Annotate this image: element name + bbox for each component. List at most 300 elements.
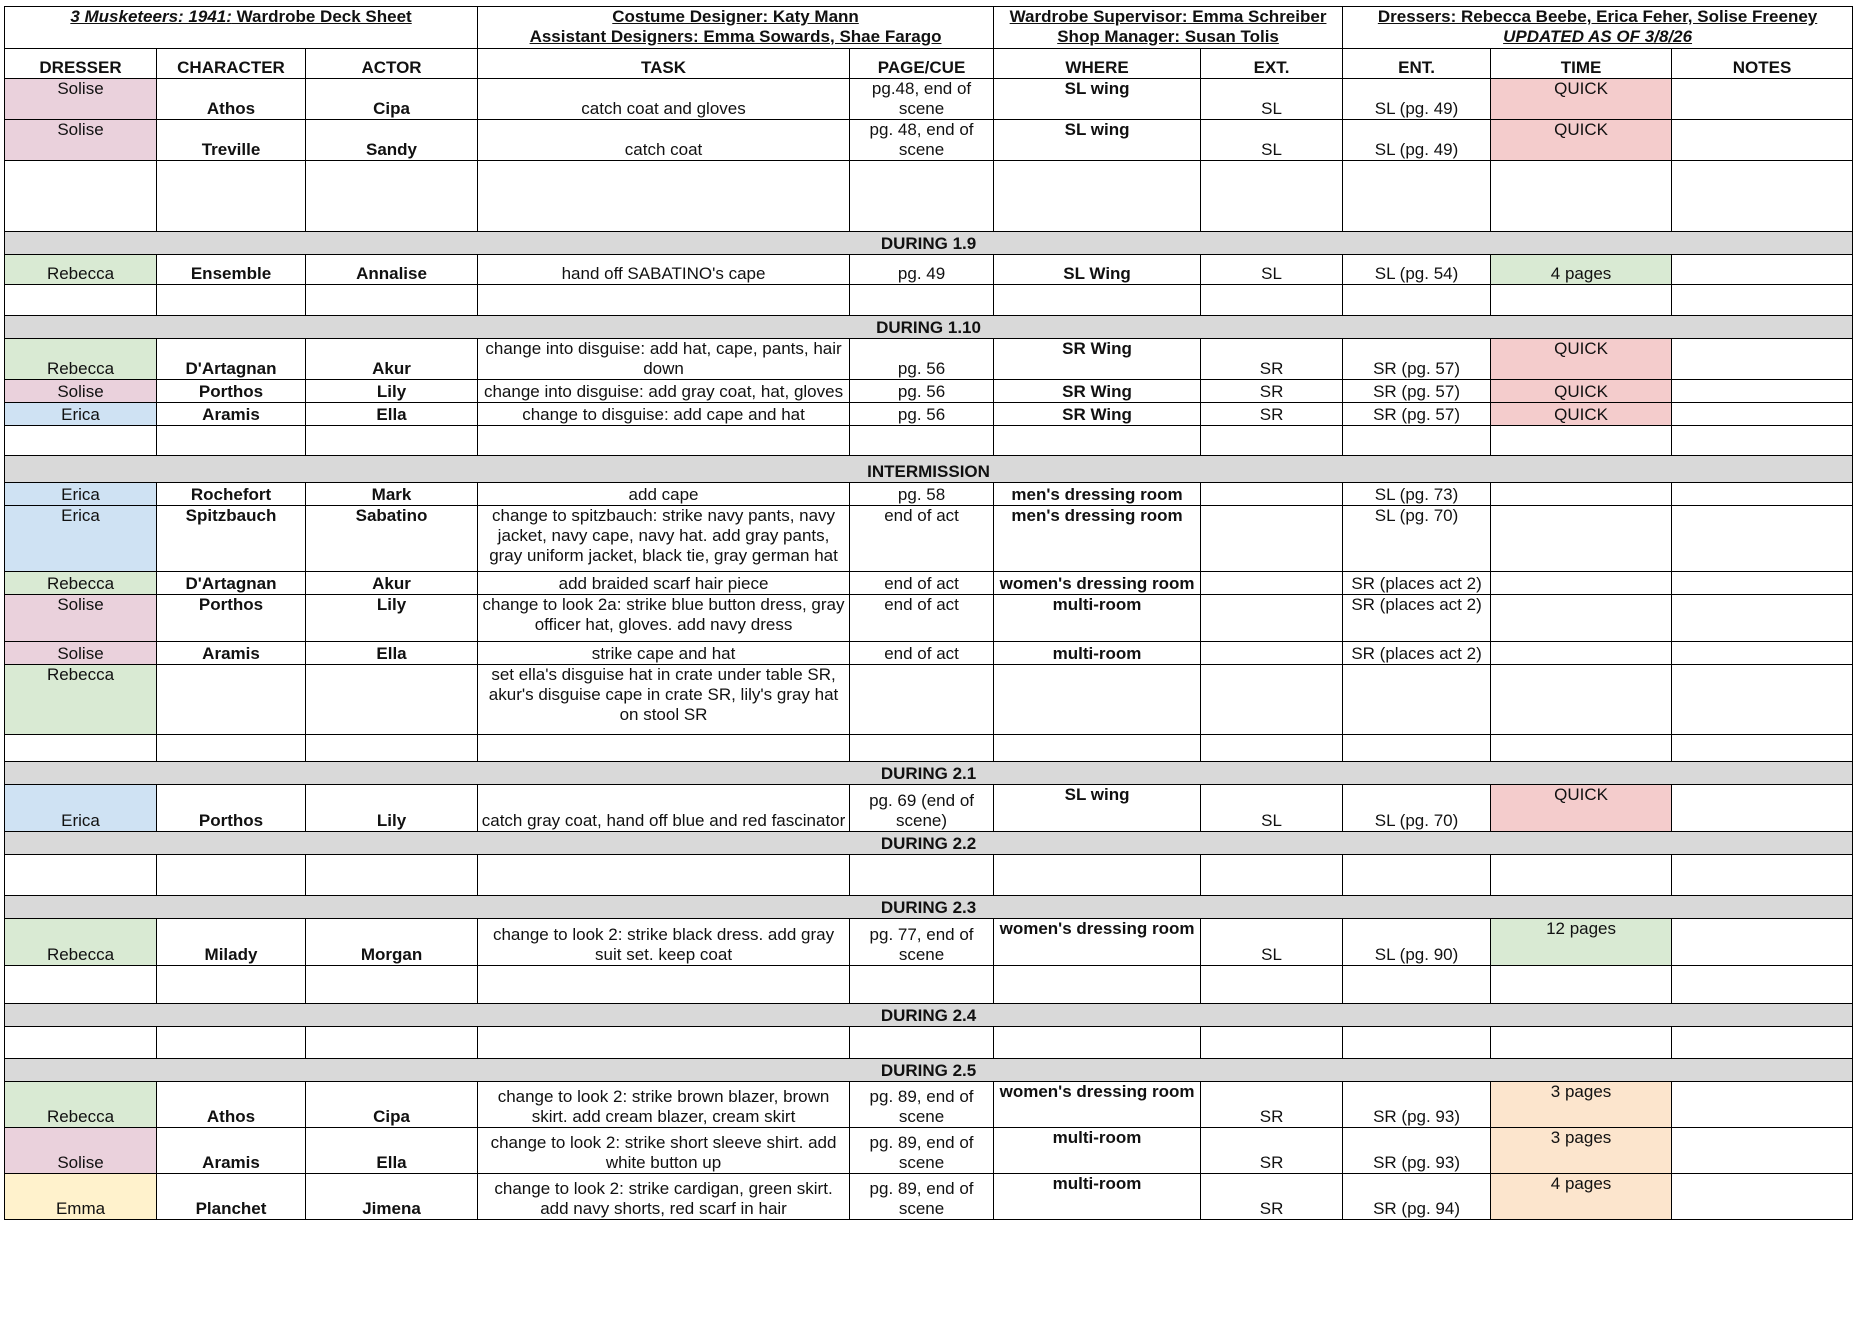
where-cell: SR Wing — [994, 380, 1201, 403]
task-cell: change to look 2: strike black dress. add gray suit set. keep coat — [478, 919, 850, 966]
ent-cell: SL (pg. 90) — [1343, 919, 1491, 966]
ext-cell: SL — [1201, 120, 1343, 161]
dresser-cell — [5, 426, 157, 456]
cue-row — [5, 483, 1853, 506]
page-cue-cell: pg. 89, end of scene — [850, 1128, 994, 1174]
where-cell: SL Wing — [994, 255, 1201, 285]
ent-cell: SR (places act 2) — [1343, 595, 1491, 642]
actor-cell — [306, 735, 478, 762]
task-cell: set ella's disguise hat in crate under table SR, akur's disguise cape in crate SR, lily's gray hat on stool SR — [478, 665, 850, 735]
task-cell: catch coat — [478, 120, 850, 161]
page-cue-cell: pg. 89, end of scene — [850, 1082, 994, 1128]
dresser-cell: Rebecca — [5, 255, 157, 285]
character-cell: Aramis — [157, 642, 306, 665]
notes-cell — [1672, 572, 1853, 595]
actor-cell: Lily — [306, 785, 478, 832]
notes-cell — [1672, 919, 1853, 966]
section-label: DURING 2.3 — [5, 896, 1853, 919]
ext-cell: SL — [1201, 79, 1343, 120]
ext-cell: SL — [1201, 919, 1343, 966]
time-cell — [1491, 572, 1672, 595]
section-label: DURING 1.9 — [5, 232, 1853, 255]
notes-cell — [1672, 1082, 1853, 1128]
ext-cell — [1201, 506, 1343, 572]
character-cell: Planchet — [157, 1174, 306, 1220]
ent-cell — [1343, 665, 1491, 735]
character-cell: Athos — [157, 79, 306, 120]
time-cell — [1491, 855, 1672, 896]
dresser-cell: Erica — [5, 785, 157, 832]
ent-cell — [1343, 855, 1491, 896]
time-cell — [1491, 1027, 1672, 1059]
cue-row — [5, 642, 1853, 665]
notes-cell — [1672, 380, 1853, 403]
character-cell: Spitzbauch — [157, 506, 306, 572]
ext-cell — [1201, 572, 1343, 595]
ent-cell — [1343, 735, 1491, 762]
page-cue-cell: end of act — [850, 642, 994, 665]
time-cell — [1491, 483, 1672, 506]
character-cell — [157, 1027, 306, 1059]
actor-cell: Jimena — [306, 1174, 478, 1220]
ent-cell: SL (pg. 70) — [1343, 506, 1491, 572]
cue-row — [5, 506, 1853, 572]
page-cue-cell — [850, 285, 994, 316]
task-cell: catch gray coat, hand off blue and red fascinator — [478, 785, 850, 832]
blank-row — [5, 161, 1853, 232]
dresser-cell: Erica — [5, 403, 157, 426]
task-cell: change to spitzbauch: strike navy pants, navy jacket, navy cape, navy hat. add gray pants, gray uniform jacket, black tie, gray german hat — [478, 506, 850, 572]
task-cell: change to look 2: strike cardigan, green skirt. add navy shorts, red scarf in hair — [478, 1174, 850, 1220]
where-cell: SR Wing — [994, 403, 1201, 426]
task-cell — [478, 855, 850, 896]
dresser-cell — [5, 285, 157, 316]
column-header-page-cue: PAGE/CUE — [850, 49, 994, 79]
wardrobe-team-cell — [994, 7, 1343, 49]
notes-cell — [1672, 255, 1853, 285]
section-label: DURING 1.10 — [5, 316, 1853, 339]
ent-cell: SL (pg. 73) — [1343, 483, 1491, 506]
page-cue-cell — [850, 966, 994, 1004]
where-cell: SL wing — [994, 785, 1201, 832]
notes-cell — [1672, 403, 1853, 426]
time-cell — [1491, 161, 1672, 232]
page-cue-cell: pg. 89, end of scene — [850, 1174, 994, 1220]
where-cell: SL wing — [994, 120, 1201, 161]
task-cell — [478, 966, 850, 1004]
task-cell — [478, 735, 850, 762]
dresser-cell: Emma — [5, 1174, 157, 1220]
column-header-time: TIME — [1491, 49, 1672, 79]
section-header-row — [5, 232, 1853, 255]
dresser-cell: Rebecca — [5, 919, 157, 966]
where-cell — [994, 426, 1201, 456]
where-cell: SR Wing — [994, 339, 1201, 380]
time-cell: 3 pages — [1491, 1082, 1672, 1128]
ext-cell — [1201, 285, 1343, 316]
character-cell — [157, 735, 306, 762]
time-cell — [1491, 642, 1672, 665]
column-header-task: TASK — [478, 49, 850, 79]
ent-cell: SR (pg. 93) — [1343, 1082, 1491, 1128]
task-cell: strike cape and hat — [478, 642, 850, 665]
notes-cell — [1672, 285, 1853, 316]
character-cell — [157, 855, 306, 896]
costume-designer: Costume Designer: Katy Mann — [612, 7, 859, 26]
where-cell — [994, 855, 1201, 896]
character-cell: D'Artagnan — [157, 339, 306, 380]
character-cell: Athos — [157, 1082, 306, 1128]
cue-row — [5, 79, 1853, 120]
notes-cell — [1672, 161, 1853, 232]
actor-cell: Cipa — [306, 1082, 478, 1128]
ext-cell: SR — [1201, 1082, 1343, 1128]
character-cell: Aramis — [157, 403, 306, 426]
ext-cell: SR — [1201, 1128, 1343, 1174]
actor-cell — [306, 966, 478, 1004]
time-cell: 3 pages — [1491, 1128, 1672, 1174]
ext-cell: SR — [1201, 1174, 1343, 1220]
notes-cell — [1672, 79, 1853, 120]
ext-cell: SR — [1201, 403, 1343, 426]
updated-date: UPDATED AS OF 3/8/26 — [1503, 27, 1693, 46]
character-cell: Milady — [157, 919, 306, 966]
ext-cell: SL — [1201, 785, 1343, 832]
notes-cell — [1672, 120, 1853, 161]
shop-manager: Shop Manager: Susan Tolis — [1057, 27, 1279, 46]
actor-cell: Sandy — [306, 120, 478, 161]
sheet-title — [5, 7, 478, 49]
task-cell: add braided scarf hair piece — [478, 572, 850, 595]
blank-row — [5, 1027, 1853, 1059]
page-cue-cell — [850, 735, 994, 762]
ext-cell — [1201, 642, 1343, 665]
actor-cell: Lily — [306, 380, 478, 403]
ext-cell — [1201, 966, 1343, 1004]
task-cell: change to look 2: strike brown blazer, brown skirt. add cream blazer, cream skirt — [478, 1082, 850, 1128]
character-cell: Treville — [157, 120, 306, 161]
ext-cell — [1201, 161, 1343, 232]
section-label: DURING 2.1 — [5, 762, 1853, 785]
ent-cell: SR (pg. 57) — [1343, 403, 1491, 426]
cue-row — [5, 595, 1853, 642]
where-cell — [994, 966, 1201, 1004]
actor-cell: Akur — [306, 572, 478, 595]
ent-cell: SL (pg. 70) — [1343, 785, 1491, 832]
actor-cell — [306, 426, 478, 456]
notes-cell — [1672, 785, 1853, 832]
notes-cell — [1672, 966, 1853, 1004]
cue-row — [5, 403, 1853, 426]
cue-row — [5, 120, 1853, 161]
notes-cell — [1672, 483, 1853, 506]
section-label: INTERMISSION — [5, 456, 1853, 483]
dresser-cell: Rebecca — [5, 1082, 157, 1128]
actor-cell: Lily — [306, 595, 478, 642]
ext-cell — [1201, 735, 1343, 762]
where-cell: multi-room — [994, 595, 1201, 642]
task-cell: change to disguise: add cape and hat — [478, 403, 850, 426]
notes-cell — [1672, 665, 1853, 735]
blank-row — [5, 735, 1853, 762]
character-cell: D'Artagnan — [157, 572, 306, 595]
page-cue-cell: pg. 56 — [850, 403, 994, 426]
column-header-dresser: DRESSER — [5, 49, 157, 79]
page-cue-cell — [850, 855, 994, 896]
cue-row — [5, 339, 1853, 380]
time-cell — [1491, 966, 1672, 1004]
ent-cell — [1343, 426, 1491, 456]
task-cell — [478, 285, 850, 316]
where-cell: women's dressing room — [994, 1082, 1201, 1128]
ext-cell: SR — [1201, 380, 1343, 403]
cue-row — [5, 919, 1853, 966]
notes-cell — [1672, 855, 1853, 896]
where-cell: men's dressing room — [994, 483, 1201, 506]
ext-cell — [1201, 595, 1343, 642]
ent-cell: SR (pg. 93) — [1343, 1128, 1491, 1174]
where-cell: women's dressing room — [994, 572, 1201, 595]
column-header-actor: ACTOR — [306, 49, 478, 79]
actor-cell — [306, 285, 478, 316]
time-cell: QUICK — [1491, 785, 1672, 832]
notes-cell — [1672, 1128, 1853, 1174]
cue-row — [5, 1128, 1853, 1174]
task-cell — [478, 426, 850, 456]
page-cue-cell: pg. 69 (end of scene) — [850, 785, 994, 832]
where-cell: men's dressing room — [994, 506, 1201, 572]
ent-cell: SL (pg. 49) — [1343, 120, 1491, 161]
character-cell — [157, 161, 306, 232]
task-cell: change to look 2a: strike blue button dress, gray officer hat, gloves. add navy dress — [478, 595, 850, 642]
dresser-cell: Solise — [5, 595, 157, 642]
section-label: DURING 2.2 — [5, 832, 1853, 855]
notes-cell — [1672, 426, 1853, 456]
title-show-name: 3 Musketeers: 1941: — [70, 7, 232, 26]
cue-row — [5, 380, 1853, 403]
time-cell — [1491, 285, 1672, 316]
notes-cell — [1672, 735, 1853, 762]
dresser-cell: Solise — [5, 79, 157, 120]
dressers-cell — [1343, 7, 1853, 49]
where-cell — [994, 1027, 1201, 1059]
section-header-row — [5, 762, 1853, 785]
character-cell: Rochefort — [157, 483, 306, 506]
dresser-cell — [5, 1027, 157, 1059]
ent-cell: SR (places act 2) — [1343, 572, 1491, 595]
ext-cell — [1201, 1027, 1343, 1059]
dresser-cell: Rebecca — [5, 572, 157, 595]
column-header-where: WHERE — [994, 49, 1201, 79]
column-header-character: CHARACTER — [157, 49, 306, 79]
dressers-list: Dressers: Rebecca Beebe, Erica Feher, Solise Freeney — [1377, 7, 1818, 26]
notes-cell — [1672, 1174, 1853, 1220]
page-cue-cell: pg. 49 — [850, 255, 994, 285]
dresser-cell: Rebecca — [5, 665, 157, 735]
page-cue-cell: pg. 77, end of scene — [850, 919, 994, 966]
page-cue-cell: pg.48, end of scene — [850, 79, 994, 120]
actor-cell: Morgan — [306, 919, 478, 966]
where-cell: multi-room — [994, 642, 1201, 665]
title-sheet-name: Wardrobe Deck Sheet — [231, 7, 412, 26]
section-header-row — [5, 316, 1853, 339]
page-cue-cell: end of act — [850, 595, 994, 642]
ext-cell — [1201, 665, 1343, 735]
task-cell: change into disguise: add hat, cape, pants, hair down — [478, 339, 850, 380]
dresser-cell — [5, 161, 157, 232]
time-cell: QUICK — [1491, 403, 1672, 426]
cue-row — [5, 572, 1853, 595]
column-header-ext: EXT. — [1201, 49, 1343, 79]
dresser-cell: Solise — [5, 1128, 157, 1174]
ent-cell: SR (pg. 57) — [1343, 380, 1491, 403]
where-cell: multi-room — [994, 1174, 1201, 1220]
section-header-row — [5, 1059, 1853, 1082]
ext-cell: SR — [1201, 339, 1343, 380]
cue-row — [5, 1082, 1853, 1128]
dresser-cell — [5, 855, 157, 896]
page-cue-cell: pg. 56 — [850, 339, 994, 380]
page-cue-cell: end of act — [850, 572, 994, 595]
task-cell — [478, 161, 850, 232]
assistant-designers: Assistant Designers: Emma Sowards, Shae Farago — [529, 27, 942, 46]
actor-cell: Cipa — [306, 79, 478, 120]
page-cue-cell: pg. 58 — [850, 483, 994, 506]
dresser-cell — [5, 735, 157, 762]
page-cue-cell: pg. 48, end of scene — [850, 120, 994, 161]
time-cell — [1491, 665, 1672, 735]
character-cell: Porthos — [157, 595, 306, 642]
time-cell: QUICK — [1491, 339, 1672, 380]
character-cell — [157, 966, 306, 1004]
cue-row — [5, 665, 1853, 735]
ext-cell — [1201, 483, 1343, 506]
character-cell: Aramis — [157, 1128, 306, 1174]
notes-cell — [1672, 595, 1853, 642]
notes-cell — [1672, 506, 1853, 572]
where-cell — [994, 665, 1201, 735]
character-cell: Porthos — [157, 380, 306, 403]
character-cell — [157, 665, 306, 735]
task-cell: change to look 2: strike short sleeve shirt. add white button up — [478, 1128, 850, 1174]
page-cue-cell — [850, 161, 994, 232]
character-cell — [157, 426, 306, 456]
where-cell — [994, 285, 1201, 316]
actor-cell — [306, 855, 478, 896]
time-cell: QUICK — [1491, 120, 1672, 161]
notes-cell — [1672, 1027, 1853, 1059]
actor-cell — [306, 665, 478, 735]
section-header-row — [5, 832, 1853, 855]
design-team-cell — [478, 7, 994, 49]
actor-cell — [306, 161, 478, 232]
time-cell: 4 pages — [1491, 1174, 1672, 1220]
ent-cell: SR (pg. 94) — [1343, 1174, 1491, 1220]
ent-cell — [1343, 966, 1491, 1004]
page-cue-cell: end of act — [850, 506, 994, 572]
page-cue-cell — [850, 1027, 994, 1059]
blank-row — [5, 855, 1853, 896]
section-label: DURING 2.4 — [5, 1004, 1853, 1027]
column-header-notes: NOTES — [1672, 49, 1853, 79]
dresser-cell — [5, 966, 157, 1004]
time-cell — [1491, 595, 1672, 642]
cue-row — [5, 785, 1853, 832]
character-cell: Porthos — [157, 785, 306, 832]
where-cell: multi-room — [994, 1128, 1201, 1174]
time-cell: QUICK — [1491, 380, 1672, 403]
ent-cell: SR (places act 2) — [1343, 642, 1491, 665]
ent-cell — [1343, 1027, 1491, 1059]
actor-cell: Ella — [306, 642, 478, 665]
time-cell: QUICK — [1491, 79, 1672, 120]
task-cell — [478, 1027, 850, 1059]
actor-cell: Mark — [306, 483, 478, 506]
dresser-cell: Solise — [5, 380, 157, 403]
where-cell: women's dressing room — [994, 919, 1201, 966]
where-cell — [994, 735, 1201, 762]
blank-row — [5, 285, 1853, 316]
dresser-cell: Erica — [5, 483, 157, 506]
blank-row — [5, 966, 1853, 1004]
ent-cell — [1343, 161, 1491, 232]
section-header-row — [5, 896, 1853, 919]
where-cell: SL wing — [994, 79, 1201, 120]
actor-cell: Akur — [306, 339, 478, 380]
column-header-ent: ENT. — [1343, 49, 1491, 79]
time-cell: 4 pages — [1491, 255, 1672, 285]
actor-cell — [306, 1027, 478, 1059]
task-cell: change into disguise: add gray coat, hat, gloves — [478, 380, 850, 403]
actor-cell: Annalise — [306, 255, 478, 285]
dresser-cell: Erica — [5, 506, 157, 572]
section-header-row — [5, 456, 1853, 483]
actor-cell: Sabatino — [306, 506, 478, 572]
ext-cell: SL — [1201, 255, 1343, 285]
deck-sheet-table — [4, 6, 1853, 1220]
where-cell — [994, 161, 1201, 232]
dresser-cell: Solise — [5, 642, 157, 665]
task-cell: catch coat and gloves — [478, 79, 850, 120]
ent-cell: SR (pg. 57) — [1343, 339, 1491, 380]
blank-row — [5, 426, 1853, 456]
task-cell: add cape — [478, 483, 850, 506]
actor-cell: Ella — [306, 403, 478, 426]
ent-cell: SL (pg. 49) — [1343, 79, 1491, 120]
section-label: DURING 2.5 — [5, 1059, 1853, 1082]
character-cell: Ensemble — [157, 255, 306, 285]
dresser-cell: Solise — [5, 120, 157, 161]
character-cell — [157, 285, 306, 316]
dresser-cell: Rebecca — [5, 339, 157, 380]
cue-row — [5, 1174, 1853, 1220]
section-header-row — [5, 1004, 1853, 1027]
ext-cell — [1201, 855, 1343, 896]
time-cell — [1491, 735, 1672, 762]
time-cell — [1491, 426, 1672, 456]
notes-cell — [1672, 339, 1853, 380]
time-cell: 12 pages — [1491, 919, 1672, 966]
cue-row — [5, 255, 1853, 285]
time-cell — [1491, 506, 1672, 572]
page-cue-cell — [850, 665, 994, 735]
ent-cell: SL (pg. 54) — [1343, 255, 1491, 285]
notes-cell — [1672, 642, 1853, 665]
ext-cell — [1201, 426, 1343, 456]
wardrobe-supervisor: Wardrobe Supervisor: Emma Schreiber — [1009, 7, 1327, 26]
column-header-row — [5, 49, 1853, 79]
page-cue-cell — [850, 426, 994, 456]
